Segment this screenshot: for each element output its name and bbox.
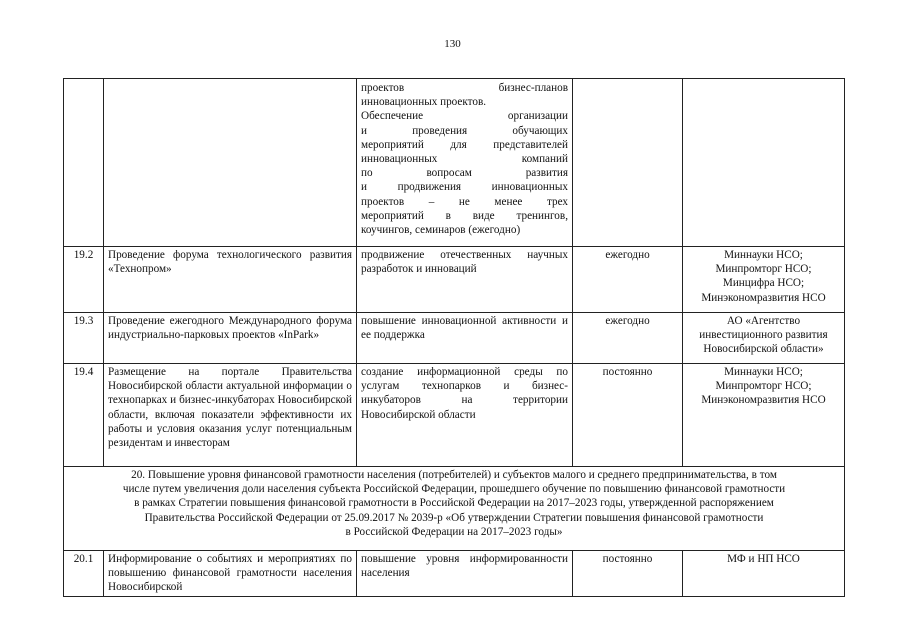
row-number: 19.2 bbox=[64, 247, 104, 313]
row-activity: Размещение на портале Правительства Новосибирской области актуальной информации о технопарках и бизнес-инкубаторах Новосибирской области, включая показатели эффективности их работы и условия оказания услуг потенциальным резидентам и инвесторам bbox=[104, 364, 357, 467]
executor: Минпромторг НСО; bbox=[715, 263, 812, 276]
row-result: продвижение отечественных научных разработок и инноваций bbox=[357, 247, 573, 313]
cell-result bbox=[357, 79, 573, 247]
executor: Минэкономразвития НСО bbox=[701, 291, 826, 304]
row-number: 19.3 bbox=[64, 313, 104, 364]
row-activity: Информирование о событиях и мероприятиях по повышению финансовой грамотности населения Новосибирской bbox=[104, 551, 357, 597]
table-row bbox=[64, 247, 845, 313]
row-activity: Проведение ежегодного Международного форума индустриально-парковых проектов «InPark» bbox=[104, 313, 357, 364]
section-heading-row bbox=[64, 467, 845, 551]
row-term: ежегодно bbox=[573, 313, 683, 364]
executor: Новосибирской области» bbox=[703, 343, 824, 356]
row-activity: Проведение форума технологического развития «Технопром» bbox=[104, 247, 357, 313]
row-number: 19.4 bbox=[64, 364, 104, 467]
section-line: числе путем увеличения доли населения субъекта Российской Федерации, прошедшего обучение по повышению финансовой грамотности bbox=[122, 483, 786, 496]
section-line: 20. Повышение уровня финансовой грамотности населения (потребителей) и субъектов малого и среднего предпринимательства, в том bbox=[131, 469, 777, 481]
row-term: постоянно bbox=[573, 551, 683, 597]
executor: Минцифра НСО; bbox=[722, 277, 805, 290]
row-result: повышение инновационной активности и ее поддержка bbox=[357, 313, 573, 364]
executor: Минэкономразвития НСО bbox=[701, 394, 826, 407]
row-result: повышение уровня информированности населения bbox=[357, 551, 573, 597]
section-heading bbox=[64, 467, 845, 551]
result-line: Обеспечение организации bbox=[361, 110, 568, 123]
row-term: ежегодно bbox=[573, 247, 683, 313]
result-line: инновационных компаний bbox=[361, 153, 568, 166]
executor: МФ и НП НСО bbox=[727, 553, 800, 565]
cell-term bbox=[573, 79, 683, 247]
table-row-continuation bbox=[64, 79, 845, 247]
executor: Миннауки НСО; bbox=[724, 249, 803, 261]
executor: Минпромторг НСО; bbox=[715, 380, 812, 393]
result-line: и продвижения инновационных bbox=[361, 181, 568, 194]
result-line: по вопросам развития bbox=[361, 167, 568, 180]
result-line: и проведения обучающих bbox=[361, 124, 568, 137]
section-line: в Российской Федерации на 2017–2023 годы» bbox=[345, 525, 563, 538]
row-executors bbox=[683, 551, 845, 597]
row-executors bbox=[683, 364, 845, 467]
cell-activity bbox=[104, 79, 357, 247]
row-term: постоянно bbox=[573, 364, 683, 467]
table-row bbox=[64, 313, 845, 364]
row-executors bbox=[683, 313, 845, 364]
section-line: Правительства Российской Федерации от 25.09.2017 № 2039-р «Об утверждении Стратегии повышения финансовой грамотности bbox=[144, 511, 764, 524]
executor: инвестиционного развития bbox=[699, 329, 828, 342]
result-line: инновационных проектов. bbox=[361, 96, 487, 109]
page-number: 130 bbox=[444, 38, 461, 50]
result-line: проектов – не менее трех bbox=[361, 195, 568, 208]
table-row bbox=[64, 551, 845, 597]
result-line: коучингов, семинаров (ежегодно) bbox=[361, 224, 521, 237]
result-line: мероприятий для представителей bbox=[361, 138, 568, 151]
executor: АО «Агентство bbox=[726, 315, 801, 327]
row-executors bbox=[683, 247, 845, 313]
cell-num bbox=[64, 79, 104, 247]
result-line: проектов бизнес-планов bbox=[361, 82, 568, 94]
executor: Миннауки НСО; bbox=[724, 366, 803, 378]
table-row bbox=[64, 364, 845, 467]
cell-executors bbox=[683, 79, 845, 247]
measures-table bbox=[63, 78, 845, 597]
result-line: мероприятий в виде тренингов, bbox=[361, 209, 568, 222]
section-line: в рамках Стратегии повышения финансовой грамотности в Российской Федерации на 2017–2023 годы, утвержденной распоряжением bbox=[134, 497, 774, 510]
row-result: создание информационной среды по услугам технопарков и бизнес-инкубаторов на территории Новосибирской области bbox=[357, 364, 573, 467]
row-number: 20.1 bbox=[64, 551, 104, 597]
